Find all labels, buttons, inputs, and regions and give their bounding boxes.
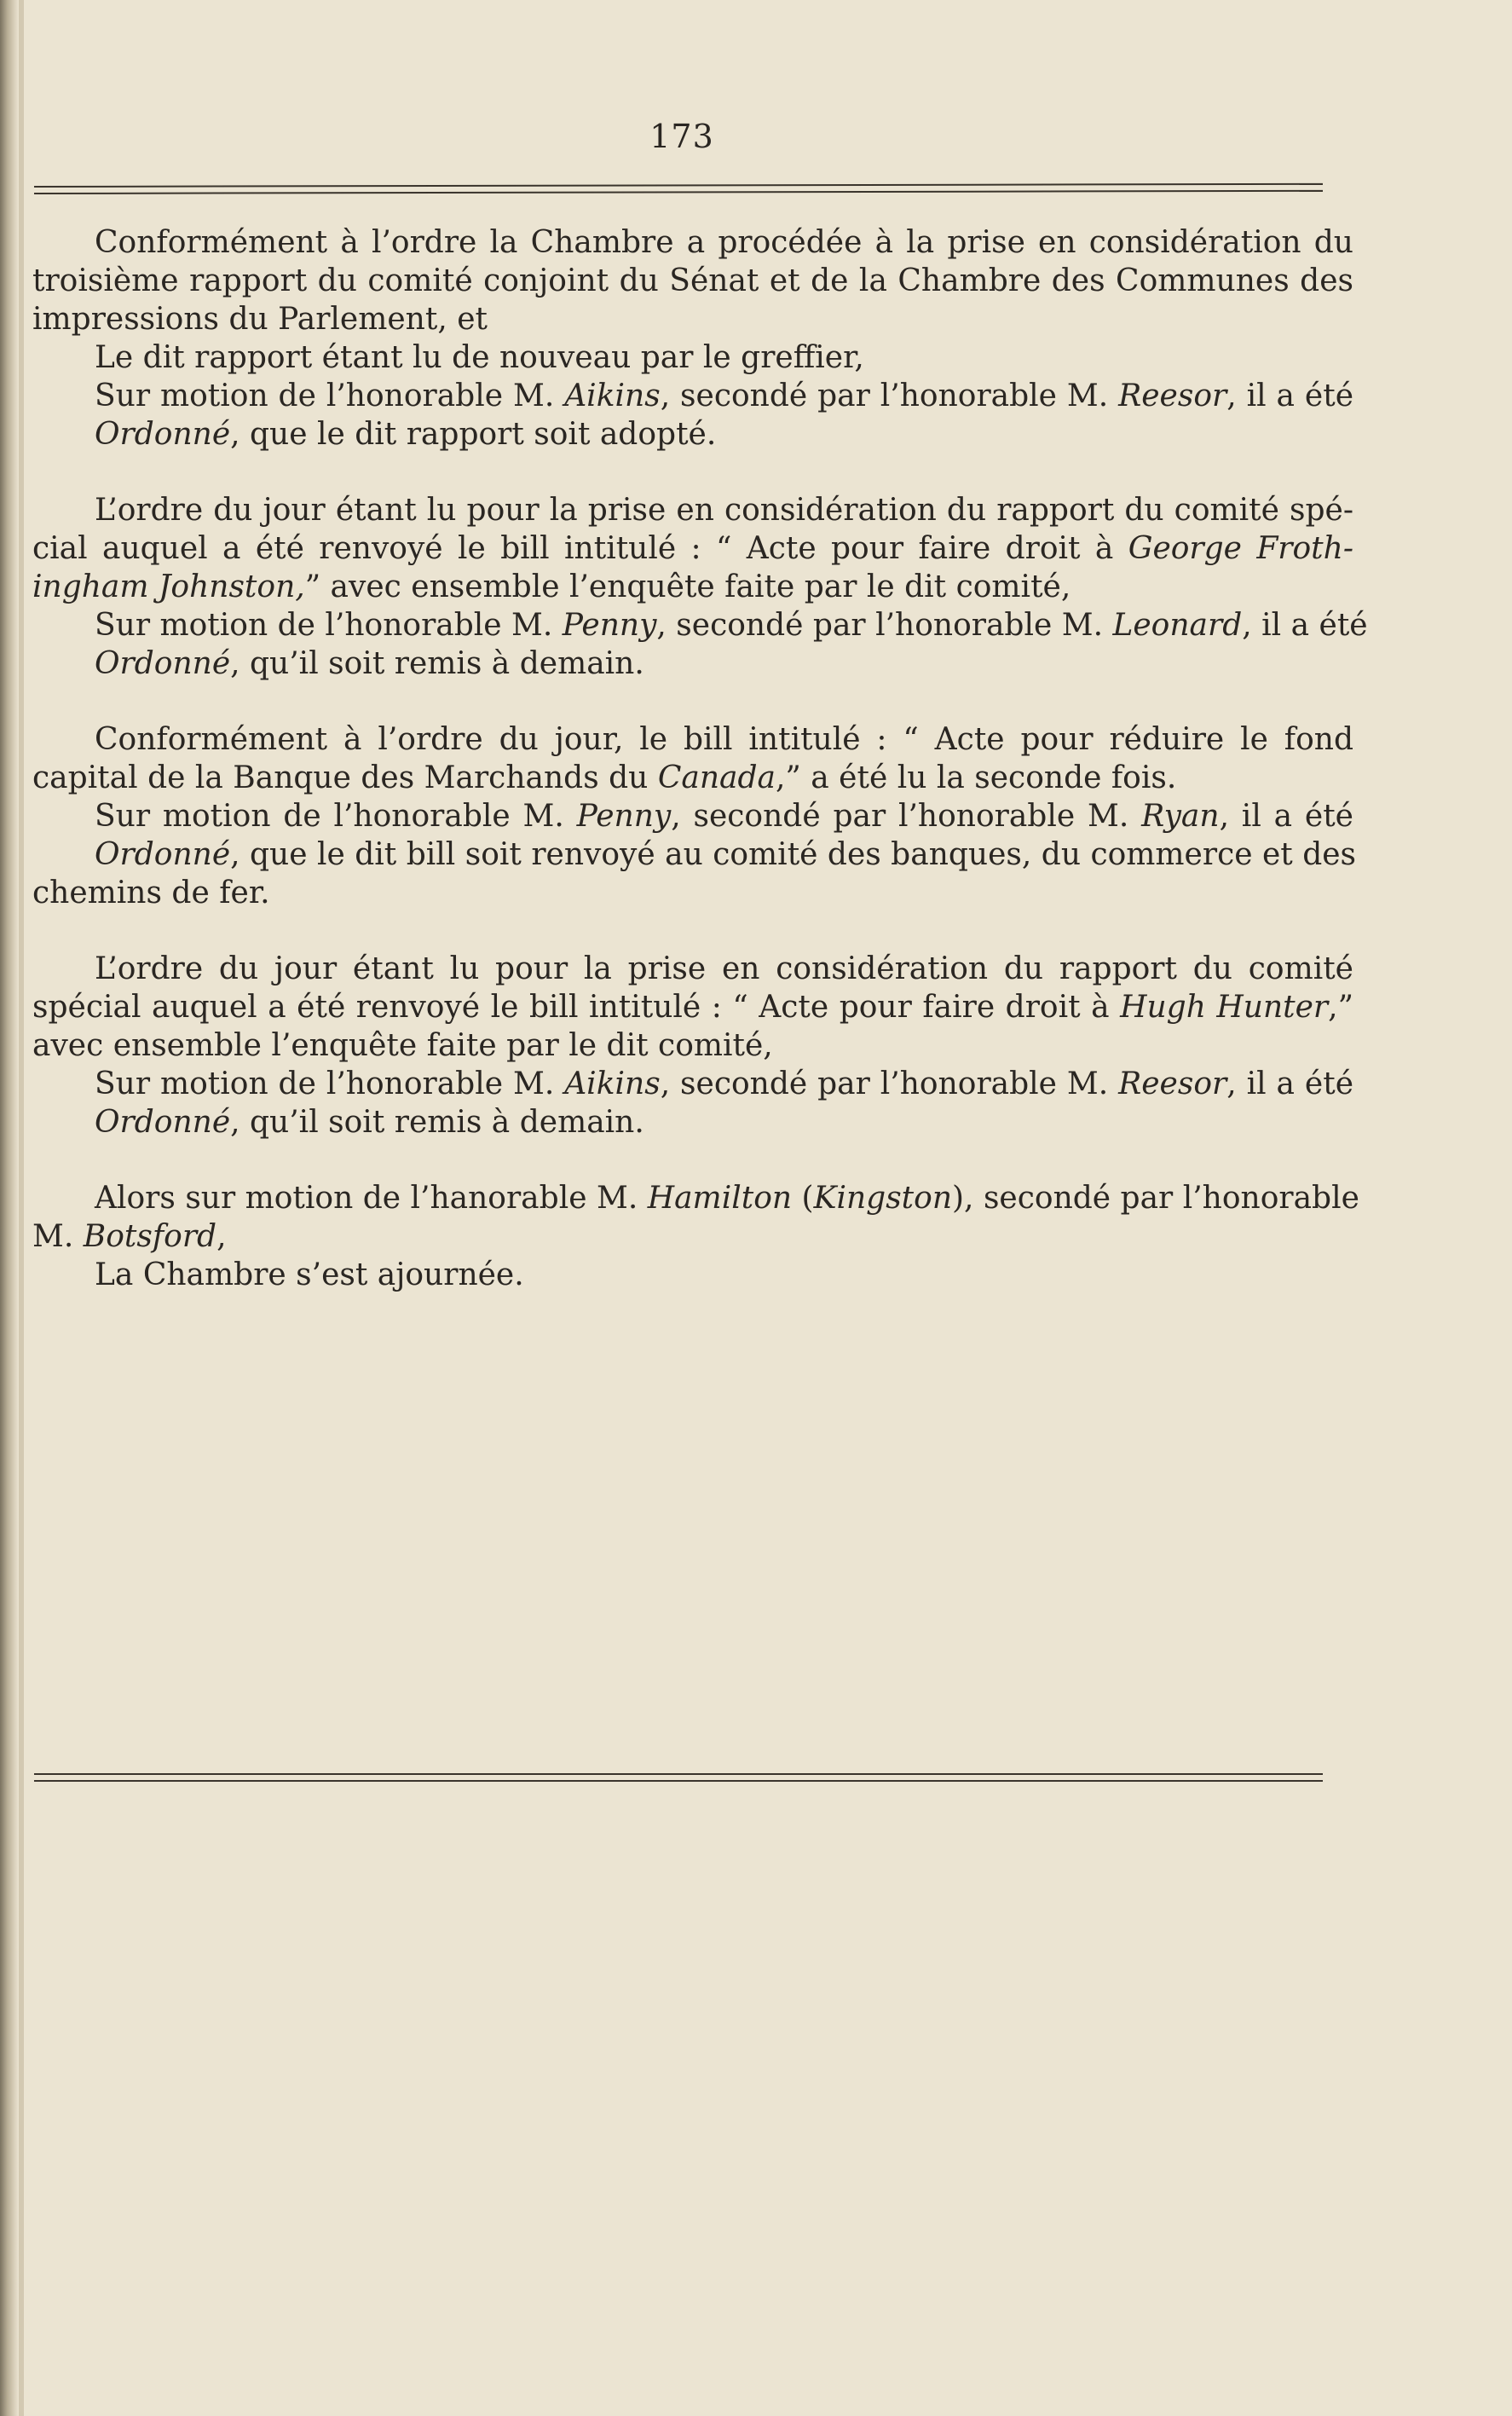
member-name: Hamilton bbox=[647, 1181, 793, 1216]
text-line: troisième rapport du comité conjoint du Sénat et de la Chambre des Communes des bbox=[32, 263, 1353, 298]
header-double-rule bbox=[34, 183, 1323, 194]
text-line: Sur motion de l’honorable M. Aikins, secondé par l’honorable M. Reesor, il a été bbox=[95, 1066, 1353, 1101]
footer-double-rule bbox=[34, 1773, 1323, 1782]
member-name: Aikins bbox=[564, 1066, 661, 1101]
ordered-label: Ordonné bbox=[95, 646, 231, 681]
entry-adjournment bbox=[32, 1179, 1362, 1294]
text-line: Sur motion de l’honorable M. Penny, secondé par l’honorable M. Ryan, il a été bbox=[95, 799, 1353, 834]
ordered-label: Ordonné bbox=[95, 837, 231, 872]
page-number: 173 bbox=[649, 118, 714, 155]
person-name: Hugh Hunter bbox=[1120, 990, 1329, 1025]
text-line: Ordonné, qu’il soit remis à demain. bbox=[95, 1105, 644, 1140]
place-name: Canada bbox=[657, 760, 776, 795]
entry-third-report bbox=[32, 223, 1362, 454]
text-line: Le dit rapport étant lu de nouveau par le greffier, bbox=[95, 340, 864, 375]
member-name: Ryan bbox=[1141, 799, 1220, 834]
place-name: Kingston bbox=[813, 1181, 953, 1216]
entry-merchants-bank-bill bbox=[32, 720, 1362, 912]
text-line: impressions du Parlement, et bbox=[32, 302, 488, 337]
binding-shadow bbox=[19, 0, 24, 2416]
text-line: Conformément à l’ordre du jour, le bill intitulé : “ Acte pour réduire le fond bbox=[95, 722, 1353, 757]
text-line: Sur motion de l’honorable M. Penny, secondé par l’honorable M. Leonard, il a été bbox=[95, 608, 1368, 643]
ordered-label: Ordonné bbox=[95, 417, 231, 452]
text-line: Ordonné, que le dit bill soit renvoyé au comité des banques, du commerce et des bbox=[95, 837, 1357, 872]
person-name: George Froth- bbox=[1128, 531, 1354, 566]
person-name: ingham Johnston, bbox=[32, 569, 305, 604]
text-line: chemins de fer. bbox=[32, 876, 270, 910]
text-line: cial auquel a été renvoyé le bill intitulé : “ Acte pour faire droit à George Froth- bbox=[32, 531, 1354, 566]
member-name: Leonard bbox=[1112, 608, 1243, 643]
journal-body bbox=[32, 223, 1368, 1294]
text-line: avec ensemble l’enquête faite par le dit comité, bbox=[32, 1028, 773, 1063]
text-line: spécial auquel a été renvoyé le bill intitulé : “ Acte pour faire droit à Hugh Hunter,” bbox=[32, 990, 1353, 1025]
text-line: L’ordre du jour étant lu pour la prise en considération du rapport du comité bbox=[95, 951, 1353, 986]
text-line: Alors sur motion de l’hanorable M. Hamilton (Kingston), secondé par l’honorable bbox=[95, 1181, 1359, 1216]
binding-edge bbox=[0, 0, 19, 2416]
text-line: Conformément à l’ordre la Chambre a procédée à la prise en considération du bbox=[95, 225, 1353, 260]
text-line: Sur motion de l’honorable M. Aikins, secondé par l’honorable M. Reesor, il a été bbox=[95, 379, 1353, 413]
text-line: La Chambre s’est ajournée. bbox=[95, 1257, 524, 1292]
entry-hunter-bill bbox=[32, 950, 1362, 1142]
text-line: Ordonné, que le dit rapport soit adopté. bbox=[95, 417, 717, 452]
text-line: L’ordre du jour étant lu pour la prise en considération du rapport du comité spé- bbox=[95, 493, 1353, 528]
text-line: Ordonné, qu’il soit remis à demain. bbox=[95, 646, 644, 681]
member-name: Reesor bbox=[1118, 1066, 1227, 1101]
text-line: ingham Johnston,” avec ensemble l’enquête faite par le dit comité, bbox=[32, 569, 1071, 604]
text-line: M. Botsford, bbox=[32, 1219, 227, 1254]
member-name: Botsford bbox=[83, 1219, 217, 1254]
ordered-label: Ordonné bbox=[95, 1105, 231, 1140]
member-name: Reesor bbox=[1118, 379, 1227, 413]
member-name: Aikins bbox=[564, 379, 661, 413]
member-name: Penny bbox=[562, 608, 657, 643]
member-name: Penny bbox=[576, 799, 672, 834]
entry-johnston-bill bbox=[32, 491, 1368, 683]
text-line: capital de la Banque des Marchands du Canada,” a été lu la seconde fois. bbox=[32, 760, 1177, 795]
